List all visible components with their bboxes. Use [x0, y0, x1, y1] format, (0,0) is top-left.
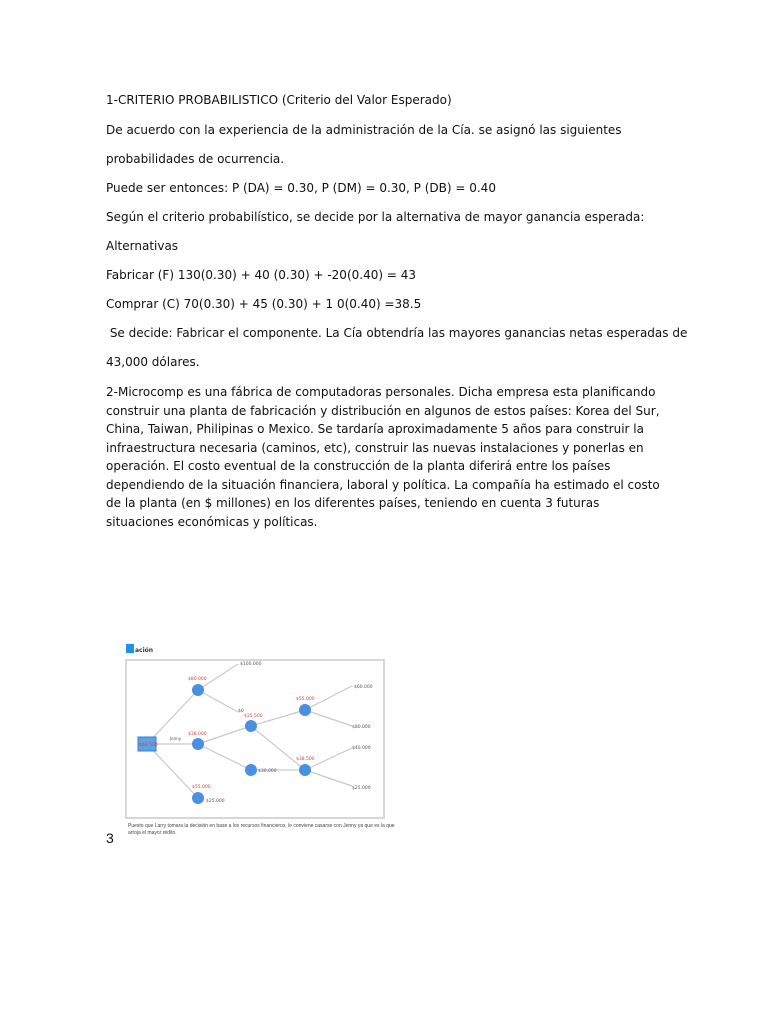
leaf-value: $100.000 [240, 662, 262, 667]
body-line: Alternativas [106, 239, 179, 253]
node-value: $55.000 [192, 785, 211, 790]
leaf-value: $40.000 [352, 746, 371, 751]
body-line: Se decide: Fabricar el componente. La Cía obtendría las mayores ganancias netas esperadas de [106, 326, 688, 340]
leaf-value: $30.000 [258, 769, 277, 774]
node-value: $55.000 [296, 697, 315, 702]
list-number: 3 [106, 830, 114, 846]
leaf-value: $0 [238, 709, 244, 714]
leaf-value: $60.000 [354, 685, 373, 690]
node-value: $35.500 [244, 714, 263, 719]
figure-caption: Puesto que Larry tomara la decisión en base a los recursos financieros, le conviene casarse con Jenny ya que es la que arroja el mayor rédito. [128, 823, 395, 836]
leaf-value: $80.000 [352, 725, 371, 730]
formula-line: Fabricar (F) 130(0.30) + 40 (0.30) + -20(0.40) = 43 [106, 268, 416, 282]
chance-node [192, 738, 204, 750]
section-heading: 1-CRITERIO PROBABILISTICO (Criterio del Valor Esperado) [106, 93, 452, 107]
body-line: Puede ser entonces: P (DA) = 0.30, P (DM) = 0.30, P (DB) = 0.40 [106, 181, 496, 195]
branch-label: Jenny [170, 736, 182, 741]
figure-header: ación [135, 647, 154, 654]
node-value: $38.500 [296, 757, 315, 762]
chance-node [245, 764, 257, 776]
root-value: $63.500 [139, 743, 158, 748]
node-value: $38.000 [188, 732, 207, 737]
problem-paragraph: 2-Microcomp es una fábrica de computadoras personales. Dicha empresa esta planificando construir una planta de fabricación y distribución en algunos de estos países: Korea del Sur, China, Taiwan, Philipinas o Mexico. Se tardaría aproximadamente 5 años para construir la infraestructura necesaria (caminos, etc), construir las nuevas instalaciones y ponerlas en operación. El costo eventual de la construcción de la planta diferirá entre los países dependiendo de la situación financiera, laboral y política. La compañía ha estimado el costo de la planta (en $ millones) en los diferentes países, teniendo en cuenta 3 futuras situaciones económicas y políticas. [106, 385, 660, 529]
decision-tree-figure [120, 640, 392, 850]
logo-mark [126, 644, 134, 653]
chance-node [192, 792, 204, 804]
chance-node [299, 764, 311, 776]
body-line: Según el criterio probabilístico, se decide por la alternativa de mayor ganancia esperada: [106, 210, 645, 224]
leaf-value: $25.000 [352, 786, 371, 791]
leaf-value: $25.000 [206, 799, 225, 804]
body-line: 43,000 dólares. [106, 355, 200, 369]
body-line: probabilidades de ocurrencia. [106, 152, 285, 166]
formula-line: Comprar (C) 70(0.30) + 45 (0.30) + 1 0(0.40) =38.5 [106, 297, 422, 311]
chance-node [299, 704, 311, 716]
chance-node [245, 720, 257, 732]
body-line: De acuerdo con la experiencia de la administración de la Cía. se asignó las siguientes [106, 123, 622, 137]
node-value: $80.000 [188, 677, 207, 682]
chance-node [192, 684, 204, 696]
